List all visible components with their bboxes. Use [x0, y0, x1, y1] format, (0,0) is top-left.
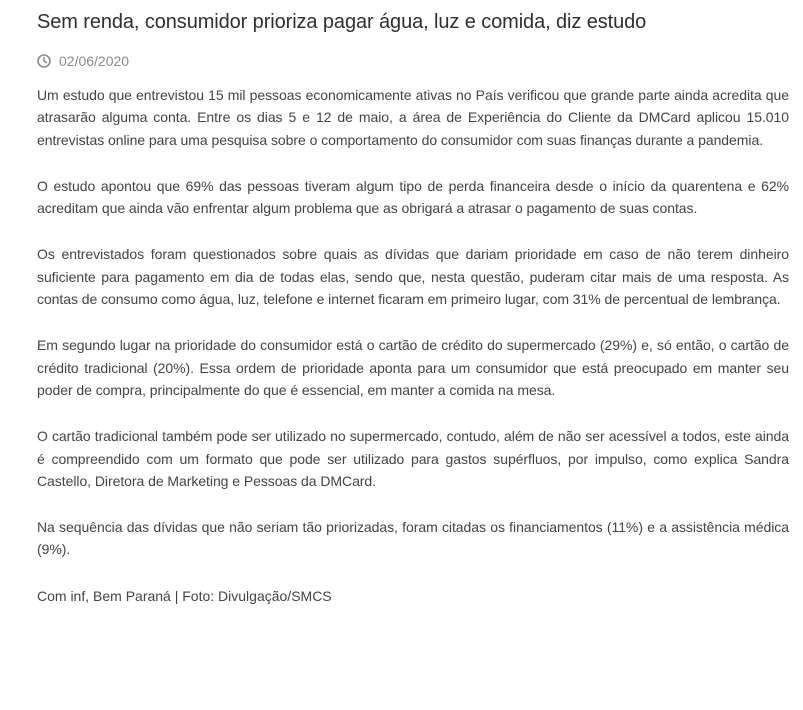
article-date-row	[37, 52, 789, 70]
article-body	[37, 84, 789, 607]
article-paragraph: Em segundo lugar na prioridade do consumidor está o cartão de crédito do supermercado (29%) e, só então, o cartão de crédito tradicional (20%). Essa ordem de prioridade aponta para um consumidor que está preocupado em manter seu poder de compra, principalmente do que é essencial, em manter a comida na mesa.	[37, 337, 789, 398]
article-paragraph: Um estudo que entrevistou 15 mil pessoas economicamente ativas no País verificou que grande parte ainda acredita que atrasarão alguma conta. Entre os dias 5 e 12 de maio, a área de Experiência do Cliente da DMCard aplicou 15.010 entrevistas online para uma pesquisa sobre o comportamento do consumidor com suas finanças durante a pandemia.	[37, 87, 789, 148]
article-paragraph: O cartão tradicional também pode ser utilizado no supermercado, contudo, além de não ser acessível a todos, este ainda é compreendido com um formato que pode ser utilizado para gastos supérfluos, por impulso, como explica Sandra Castello, Diretora de Marketing e Pessoas da DMCard.	[37, 428, 789, 489]
article-credit: Com inf, Bem Paraná | Foto: Divulgação/SMCS	[37, 587, 332, 604]
article-paragraph: Na sequência das dívidas que não seriam tão priorizadas, foram citadas os financiamentos (11%) e a assistência médica (9%).	[37, 519, 789, 558]
article-paragraph: Os entrevistados foram questionados sobre quais as dívidas que dariam prioridade em caso de não terem dinheiro suficiente para pagamento em dia de todas elas, sendo que, nesta questão, puderam citar mais de uma resposta. As contas de consumo como água, luz, telefone e internet ficaram em primeiro lugar, com 31% de percentual de lembrança.	[37, 246, 789, 308]
article-title: Sem renda, consumidor prioriza pagar água, luz e comida, diz estudo	[37, 11, 647, 33]
article-paragraph: O estudo apontou que 69% das pessoas tiveram algum tipo de perda financeira desde o início da quarentena e 62% acreditam que ainda vão enfrentar algum problema que as obrigará a atrasar o pagamento de suas contas.	[37, 177, 789, 217]
article-date: 02/06/2020	[59, 53, 130, 69]
clock-icon	[37, 54, 51, 68]
